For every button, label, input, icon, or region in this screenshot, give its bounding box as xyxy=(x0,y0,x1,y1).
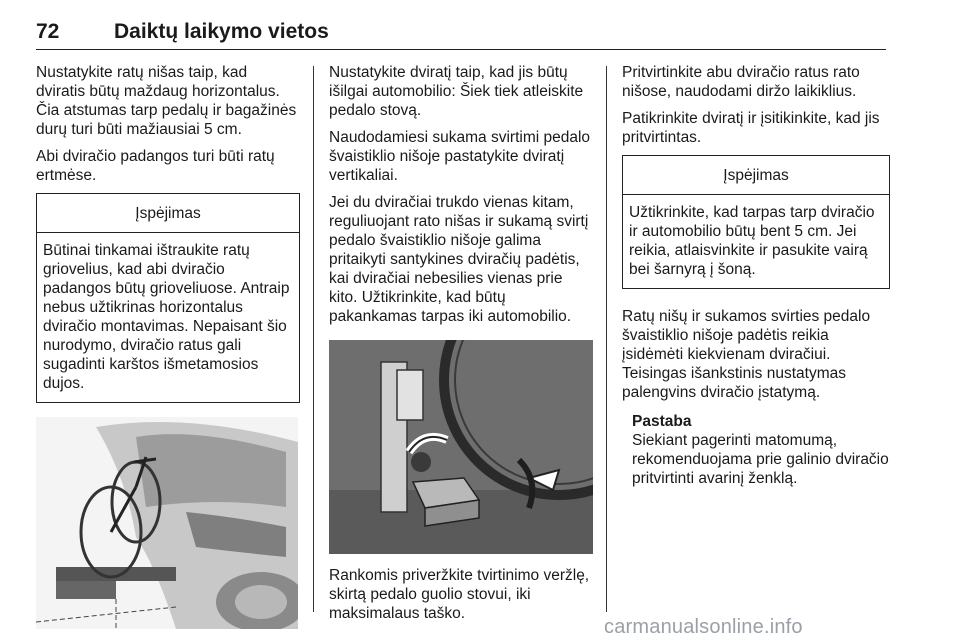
column-3 xyxy=(622,63,890,488)
warning-title: Įspėjimas xyxy=(623,156,889,195)
warning-title: Įspėjimas xyxy=(37,194,299,233)
page-title: Daiktų laikymo vietos xyxy=(114,20,329,43)
warning-box xyxy=(36,193,300,403)
note-title: Pastaba xyxy=(632,413,692,430)
paragraph: Rankomis priveržkite tvirtinimo veržlę, skirtą pedalo guolio stovui, iki maksimalaus taško. xyxy=(329,567,590,622)
column-2 xyxy=(329,63,594,631)
column-1 xyxy=(36,63,300,641)
pedal-holder-illustration xyxy=(329,340,593,554)
paragraph: Patikrinkite dviratį ir įsitikinkite, kad jis pritvirtintas. xyxy=(622,110,880,146)
paragraph: Pritvirtinkite abu dviračio ratus rato nišose, naudodami diržo laikiklius. xyxy=(622,64,860,100)
note-box xyxy=(632,412,890,488)
paragraph: Nustatykite ratų nišas taip, kad dviratis būtų maždaug horizontalus. Čia atstumas tarp pedalų ir bagažinės durų turi būti mažiausiai 5 cm. xyxy=(36,64,297,138)
page-header xyxy=(36,20,886,50)
note-body: Siekiant pagerinti matomumą, rekomenduojama prie galinio dviračio pritvirtinti avarinį ženklą. xyxy=(632,432,889,487)
car-bike-carrier-illustration xyxy=(36,417,298,629)
page-number: 72 xyxy=(36,20,60,43)
warning-body: Užtikrinkite, kad tarpas tarp dviračio ir automobilio būtų bent 5 cm. Jei reikia, atlaisvinkite ir pasukite vairą bei šarnyrą į šoną. xyxy=(629,204,875,278)
paragraph: Nustatykite dviratį taip, kad jis būtų išilgai automobilio: Šiek tiek atleiskite pedalo stovą. xyxy=(329,64,584,119)
paragraph: Naudodamiesi sukama svirtimi pedalo švaistiklio nišoje pastatykite dviratį vertikaliai. xyxy=(329,129,591,184)
column-divider xyxy=(313,66,314,612)
warning-body: Būtinai tinkamai ištraukite ratų griovelius, kad abi dviračio padangos būtų grioveliuose. Antraip nebus užtikrinas horizontalus dviračio montavimas. Nepaisant šio nurodymo, dviračio ratus gali sugadinti karštos išmetamosios dujos. xyxy=(43,242,290,392)
paragraph: Abi dviračio padangos turi būti ratų ertmėse. xyxy=(36,148,275,184)
warning-box xyxy=(622,155,890,289)
paragraph: Jei du dviračiai trukdo vienas kitam, reguliuojant rato nišas ir sukamą svirtį pedalo švaistiklio nišoje galima pritaikyti santykines dviračių padėtis, kai dviračiai nebesilies vienas prie kito. Užtikrinkite, kad būtų pakankamas tarpas iki automobilio. xyxy=(329,194,589,325)
watermark: carmanualsonline.info xyxy=(604,616,803,638)
paragraph: Ratų nišų ir sukamos svirties pedalo švaistiklio nišoje padėtis reikia įsidėmėti kiekvienam dviračiui. Teisingas išankstinis nustatymas palengvins dviračio įstatymą. xyxy=(622,308,871,401)
column-divider xyxy=(606,66,607,612)
